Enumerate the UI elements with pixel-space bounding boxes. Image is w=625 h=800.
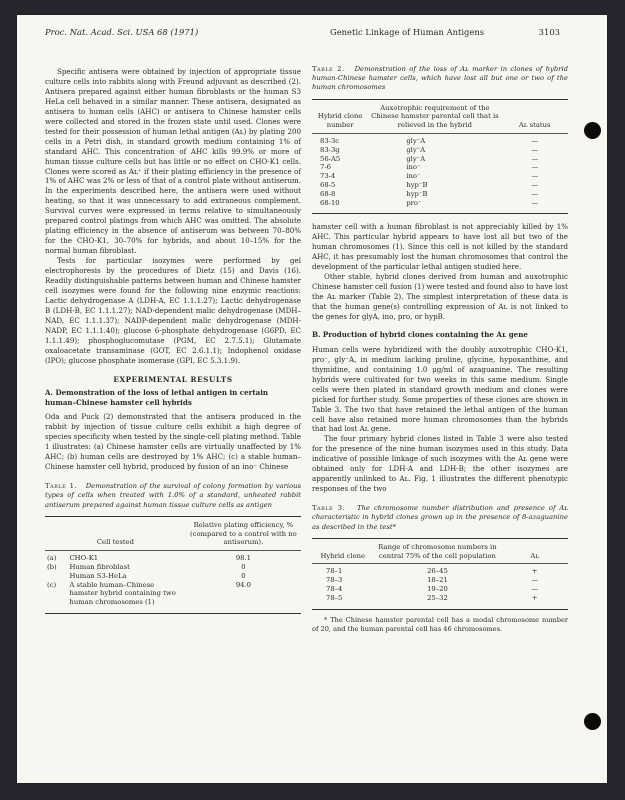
al-presence: + (531, 593, 538, 602)
clone-number: 83-3c (320, 137, 340, 145)
table-row (312, 163, 568, 172)
subsection-heading-b: B. Production of hybrid clones containing the Aʟ gene (312, 329, 528, 339)
cell-tested: Human S3-HeLa (69, 571, 127, 580)
running-header (330, 27, 560, 37)
table3-header-al: Aʟ (501, 538, 568, 564)
al-status: — (531, 137, 539, 145)
left-column (45, 67, 301, 614)
plating-efficiency: 98.1 (235, 554, 251, 563)
al-status: — (531, 172, 539, 181)
section-heading: EXPERIMENTAL RESULTS (113, 374, 233, 384)
page-number: 3103 (538, 27, 560, 37)
chromosome-range: 26–45 (427, 567, 448, 576)
plating-efficiency: 0 (241, 571, 246, 580)
clone: 78–3 (326, 576, 343, 585)
auxotrophic-requirement: ino⁻ (406, 163, 421, 172)
clone-number: 68-5 (320, 180, 336, 189)
table2-caption-text: Demonstration of the loss of Aʟ marker in clones of hybrid human-Chinese hamster cells, which have lost all but one or two of the human chromosomes (312, 65, 568, 92)
chromosome-range: 19–20 (427, 584, 448, 593)
al-status: — (531, 180, 539, 189)
table3-caption (312, 504, 568, 532)
paragraph-results-a: Oda and Puck (2) demonstrated that the antisera produced in the rabbit by injection of tissue culture cells exhibit a high degree of species specificity when tested by the single-cell plating method. Table 1 illustrates: (a) Chinese hamster cells are virtually unaffected by 1% AHC; (b) human cells are destroyed by 1% AHC; (c) a stable human–Chinese hamster cell hybrid, produced by fusion of an ino⁻ Chinese (45, 412, 301, 472)
auxotrophic-requirement: gly⁻A (406, 137, 426, 145)
clone-number: 56-A5 (320, 154, 341, 163)
table-row (312, 181, 568, 190)
table3-header-range: Range of chromosome numbers in central 75% of the cell population (373, 538, 501, 564)
table3-label: Table 3. (312, 504, 346, 513)
table2-header-requirement: Auxotrophic requirement of the Chinese hamster parental cell that is relieved in the hybrid (368, 99, 501, 133)
table1 (45, 516, 301, 614)
table2-caption (312, 65, 568, 93)
table-row (312, 155, 568, 164)
table3-caption-text: The chromosome number distribution and presence of Aʟ characteristic in hybrid clones grown up in the presence of 8-azaguanine as described in the test* (312, 504, 569, 531)
table-row (45, 563, 301, 572)
paragraph-results-b2: The four primary hybrid clones listed in Table 3 were also tested for the presence of the nine human isozymes used in this study. Data indicative of possible linkage of such isozymes with the Aʟ gene were obtained only for LDH-A and LDH-B; the other isozymes are apparently unlinked to Aʟ. Fig. 1 illustrates the different phenotypic responses of the two (312, 434, 568, 494)
table1-header-value: Relative plating efficiency, % (compared to a control with no antiserum). (186, 516, 301, 550)
row-mark: (b) (47, 562, 57, 571)
table3-header-clone: Hybrid clone (312, 538, 373, 564)
table-row (312, 576, 568, 585)
table-row (312, 172, 568, 181)
table1-header-cell: Cell tested (45, 516, 186, 550)
punch-hole-top (584, 122, 601, 139)
table-row (312, 585, 568, 594)
table1-label: Table 1. (45, 482, 78, 491)
subsection-heading-a: A. Demonstration of the loss of lethal antigen in certain human–Chinese hamster cell hybrids (45, 387, 269, 407)
table2 (312, 99, 568, 215)
paragraph-other-hybrids: Other stable, hybrid clones derived from human and auxotrophic Chinese hamster cell fusion (1) were tested and found also to have lost the Aʟ marker (Table 2). The simplest interpretation of these data is that the human gene(s) controlling expression of Aʟ is not linked to the genes for glyA, ino, pro, or hypB. (312, 272, 568, 321)
al-status: — (531, 189, 539, 198)
running-title: Genetic Linkage of Human Antigens (330, 27, 485, 37)
table2-header-clone: Hybrid clone number (312, 99, 368, 133)
table1-caption-text: Demonstration of the survival of colony formation by various types of cells when treated with 1.0% of a standard, unheated rabbit antiserum prepared against human tissue culture cells as antigen (45, 482, 302, 509)
table-row (312, 564, 568, 576)
table-row (312, 190, 568, 199)
auxotrophic-requirement: ino⁻ (406, 172, 421, 181)
clone: 78–4 (326, 584, 343, 593)
table1-caption (45, 482, 301, 510)
paragraph-methods-isozymes: Tests for particular isozymes were performed by gel electrophoresis by the procedures of Dietz (15) and Davis (16). Readily distinguishable patterns between human and Chinese hamster cell isozymes were found for the following nine enzymic reactions: Lactic dehydrogenase A (LDH-A, EC 1.1.1.27); Lactic dehydrogenase B (LDH-B, EC 1.1.1.27); NAD-dependent malic dehydrogenase (MDH–NAD, EC 1.1.1.37); NADP-dependent malic dehydrogenase (MDH-NADP, EC 1.1.1.40); glucose 6-phosphate dehydrogenase (G6PD, EC 1.1.1.49); phosphoglucomutase (PGM, EC 2.7.5.1); Glutamate oxaloacetate transaminase (GOT, EC 2.6.1.1); Indophenol oxidase (IPO); glucose phosphate isomerase (GPI, EC 5.3.1.9). (45, 256, 301, 365)
clone: 78–5 (326, 593, 343, 602)
row-mark (45, 572, 65, 581)
cell-tested: A stable human–Chinese hamster hybrid containing two human chromosomes (1) (69, 580, 176, 607)
cell-tested: Human fibroblast (69, 562, 130, 571)
journal-citation: Proc. Nat. Acad. Sci. USA 68 (1971) (45, 27, 199, 37)
clone-number: 68-10 (320, 198, 340, 207)
chromosome-range: 18–21 (427, 576, 448, 585)
auxotrophic-requirement: gly⁻A (406, 154, 426, 163)
right-column (312, 65, 568, 634)
table-row (45, 551, 301, 563)
table2-header-status: Aʟ status (501, 99, 568, 133)
chromosome-range: 25–32 (427, 593, 448, 602)
table-row (45, 572, 301, 581)
al-presence: — (531, 584, 539, 593)
table3-footnote: * The Chinese hamster parental cell has a modal chromosome number of 20, and the human parental cell has 46 chromosomes. (312, 615, 568, 633)
al-status: — (531, 198, 539, 207)
clone-number: 7-6 (320, 163, 331, 172)
clone-number: 83-3g (320, 145, 340, 154)
auxotrophic-requirement: hyp⁻B (406, 180, 428, 189)
plating-efficiency: 94.0 (235, 580, 251, 589)
paragraph-methods-antisera: Specific antisera were obtained by injection of appropriate tissue culture cells into rabbits along with Freund adjuvant as described (2). Antisera prepared against either human fibroblasts or the human S3 HeLa cell behaved in a similar manner. These antisera, designated as antisera to human cells (AHC) or antisera to Chinese hamster cells were collected and stored in the frozen state until used. Clones were tested for their possession of human lethal antigen (Aʟ) by plating 200 cells in a Petri dish, in standard growth medium containing 1% of standard AHC. This concentration of AHC kills 99.9% or more of human tissue culture cells but has little or no effect on CHO-K1 cells. Clones were scored as Aʟ⁺ if their plating efficiency in the presence of 1% of AHC was 2% or less of that of a control plate without antiserum. In the experiments described here, the antisera were used without heating, so that it was unnecessary to add extraneous complement. Survival curves were expressed in terms relative to simultaneously prepared control platings from which AHC was omitted. The absolute plating efficiency in the absence of antiserum was between 70–80% for the CHO-K1, 30–70% for hybrids, and about 10–15% for the normal human fibroblast. (45, 67, 301, 256)
al-presence: — (531, 576, 539, 585)
clone: 78–1 (326, 567, 343, 576)
clone-number: 73-4 (320, 172, 336, 181)
auxotrophic-requirement: pro⁻ (406, 198, 422, 207)
table-row (312, 199, 568, 214)
paragraph-continued: hamster cell with a human fibroblast is not appreciably killed by 1% AHC. This particular hybrid appears to have lost all but two of the human chromosomes (1). Since this cell is not killed by the standard AHC, it has presumably lost the human chromosomes that control the development of the particular lethal antigen studied here. (312, 222, 568, 272)
table3 (312, 538, 568, 610)
row-mark: (a) (47, 554, 57, 563)
table-row (312, 134, 568, 146)
table-row (45, 581, 301, 614)
cell-tested: CHO-K1 (69, 554, 99, 563)
punch-hole-bottom (584, 713, 601, 730)
row-mark: (c) (47, 580, 57, 589)
auxotrophic-requirement: hyp⁻B (406, 189, 428, 198)
auxotrophic-requirement: gly⁻A (406, 145, 426, 154)
plating-efficiency: 0 (241, 562, 246, 571)
al-status: — (531, 163, 539, 172)
al-status: — (531, 145, 539, 154)
al-status: — (531, 154, 539, 163)
table-row (312, 146, 568, 155)
clone-number: 68-8 (320, 189, 336, 198)
al-presence: + (531, 567, 538, 576)
table-row (312, 594, 568, 609)
paragraph-results-b1: Human cells were hybridized with the doubly auxotrophic CHO-K1, pro⁻, gly⁻A, in medium lacking proline, glycine, hypoxanthine, and thymidine, and containing 1.0 μg/ml of azaguanine. The resulting hybrids were cultivated for two weeks in this same medium. Single cells were then plated in standard growth medium and clones were picked for further study. Some properties of these clones are shown in Table 3. The two that have retained the lethal antigen of the human cell have also retained more human chromosomes than the hybrids that had lost Aʟ gene. (312, 344, 568, 434)
table2-label: Table 2. (312, 65, 345, 73)
